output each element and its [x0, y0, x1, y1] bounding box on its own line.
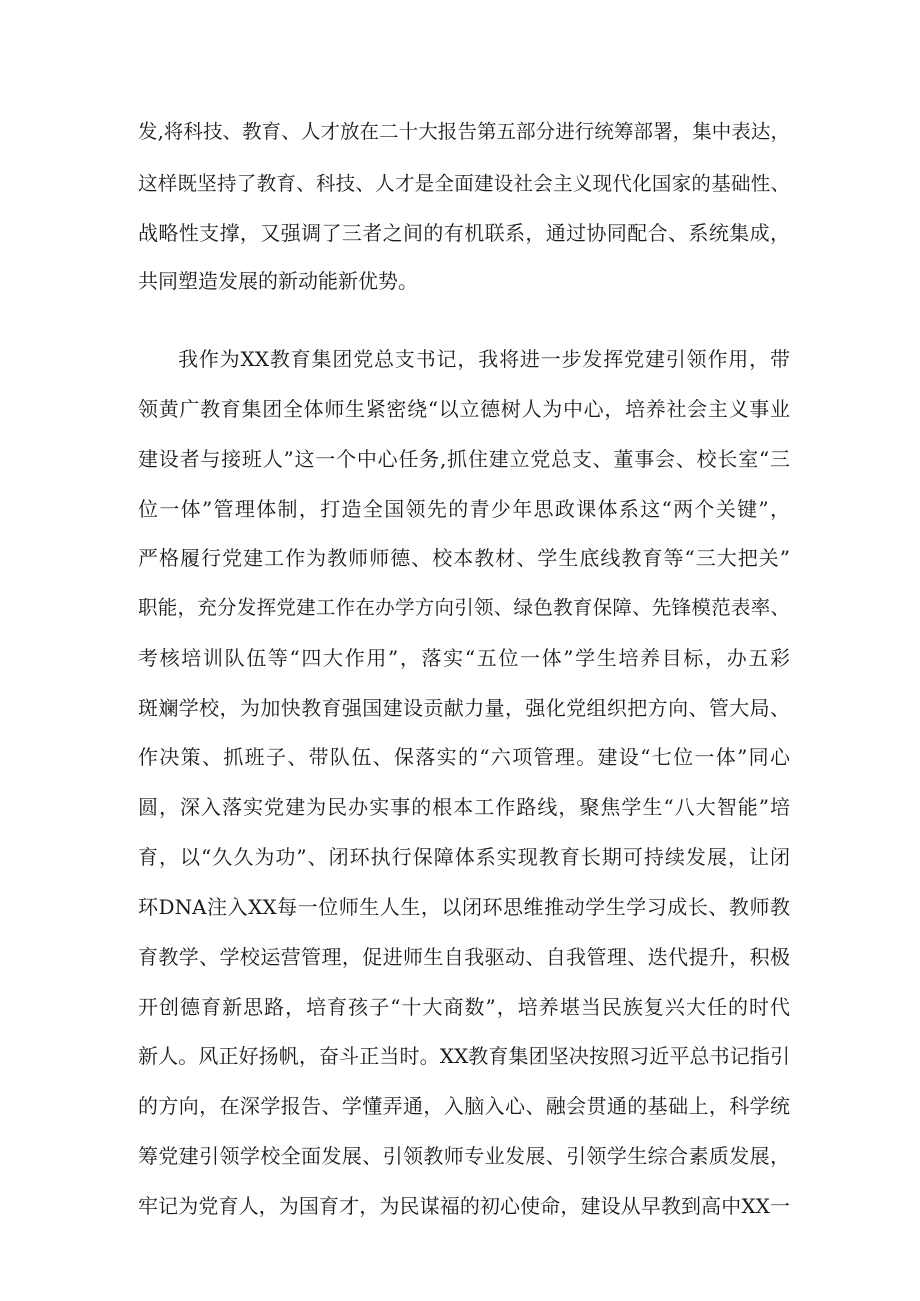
text-line: 严格履行党建工作为教师师德、校本教材、学生底线教育等“三大把关”	[138, 546, 790, 570]
text-line: 发,将科技、教育、人才放在二十大报告第五部分进行统筹部署，集中表达，	[138, 120, 790, 143]
text-line: 共同塑造发展的新动能新优势。	[138, 269, 418, 293]
text-line: 作决策、抓班子、带队伍、保落实的“六项管理。建设“七位一体”同心	[138, 745, 790, 769]
text-line: 我作为XX教育集团党总支书记，我将进一步发挥党建引领作用，带	[178, 347, 790, 371]
text-line: 建设者与接班人”这一个中心任务,抓住建立党总支、董事会、校长室“三	[138, 447, 790, 471]
text-line: 位一体”管理体制，打造全国领先的青少年思政课体系这“两个关键”，	[138, 497, 790, 521]
text-line: 斑斓学校，为加快教育强国建设贡献力量，强化党组织把方向、管大局、	[138, 696, 790, 720]
text-line: 圆，深入落实党建为民办实事的根本工作路线，聚焦学生“八大智能”培	[138, 795, 790, 819]
text-line: 领黄广教育集团全体师生紧密绕“以立德树人为中心，培养社会主义事业	[138, 397, 790, 421]
text-line: 育，以“久久为功”、闭环执行保障体系实现教育长期可持续发展，让闭	[138, 845, 790, 869]
text-line: 新人。风正好扬帆，奋斗正当时。XX教育集团坚决按照习近平总书记指引	[138, 1044, 790, 1068]
text-line: 筹党建引领学校全面发展、引领教师专业发展、引领学生综合素质发展，	[138, 1144, 790, 1168]
text-line: 这样既坚持了教育、科技、人才是全面建设社会主义现代化国家的基础性、	[138, 172, 790, 195]
text-line: 育教学、学校运营管理，促进师生自我驱动、自我管理、迭代提升，积极	[138, 945, 790, 969]
text-line: 职能，充分发挥党建工作在办学方向引领、绿色教育保障、先锋模范表率、	[138, 596, 790, 619]
text-line: 的方向，在深学报告、学懂弄通，入脑入心、融会贯通的基础上，科学统	[138, 1094, 790, 1118]
text-line: 环DNA注入XX每一位师生人生，以闭环思维推动学生学习成长、教师教	[138, 895, 790, 919]
text-line: 战略性支撑，又强调了三者之间的有机联系，通过协同配合、系统集成，	[138, 221, 790, 245]
text-line: 牢记为党育人，为国育才，为民谋福的初心使命，建设从早教到高中XX一	[138, 1194, 790, 1218]
text-line: 开创德育新思路，培育孩子“十大商数”，培养堪当民族复兴大任的时代	[138, 995, 790, 1019]
text-line: 考核培训队伍等“四大作用”，落实“五位一体”学生培养目标，办五彩	[138, 646, 790, 670]
